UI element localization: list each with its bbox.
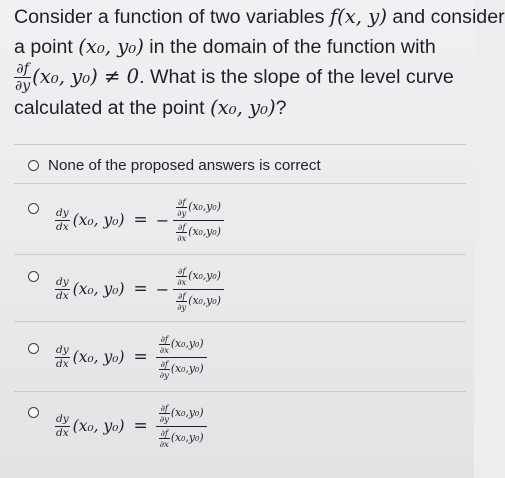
rhs-bottom-point-4: (x₀,y₀)	[170, 362, 204, 375]
level-point-expression: (x₀, y₀)	[210, 96, 276, 120]
equals-sign-4: =	[133, 347, 148, 367]
function-expression: f(x, y)	[329, 5, 387, 28]
rhs-top-point-3: (x₀,y₀)	[188, 269, 221, 283]
rhs-bottom-partial-4	[159, 360, 170, 380]
derivative-dy-dx-2	[55, 208, 70, 232]
rhs-bottom-num-3: ∂f	[178, 290, 186, 301]
rhs-top-num-4: ∂f	[160, 333, 169, 344]
question-line-1	[14, 2, 505, 32]
rhs-top-den-5: ∂y	[159, 414, 169, 425]
rhs-top-den-4: ∂x	[159, 345, 169, 356]
question-line-4-text: calculated at the point	[14, 97, 211, 120]
answer-formula-2	[55, 190, 224, 250]
rhs-top-3	[173, 267, 224, 290]
question-line-4	[14, 93, 466, 123]
option-divider-3	[14, 321, 466, 322]
rhs-top-num-5: ∂f	[160, 402, 169, 413]
rhs-bottom-num-4: ∂f	[160, 358, 169, 369]
point-expression: (x₀, y₀)	[78, 35, 144, 58]
rhs-bottom-5	[156, 427, 207, 449]
equals-sign-2: =	[133, 210, 148, 230]
radio-button-option-1[interactable]	[28, 160, 39, 171]
lhs-point-5: (x₀, y₀)	[72, 417, 125, 435]
partial-derivative-fraction	[14, 62, 31, 93]
rhs-fraction-5	[156, 404, 207, 449]
radio-button-option-5[interactable]	[28, 407, 39, 418]
derivative-dy-dx-4	[55, 345, 70, 369]
dx-label-4: dx	[56, 357, 69, 370]
rhs-top-num-2: ∂f	[178, 196, 186, 207]
partial-denominator: ∂y	[15, 78, 31, 95]
option-divider-4	[14, 391, 466, 392]
derivative-dy-dx-5	[55, 414, 70, 438]
zero-value: 0	[126, 65, 140, 88]
equals-sign-3: =	[133, 279, 148, 299]
rhs-bottom-partial-3	[176, 292, 187, 312]
rhs-bottom-point-2: (x₀,y₀)	[188, 225, 221, 238]
lhs-point-2: (x₀, y₀)	[72, 211, 125, 229]
rhs-top-point-2: (x₀,y₀)	[188, 200, 221, 214]
rhs-top-partial-4	[159, 335, 170, 355]
dx-label-2: dx	[56, 220, 69, 233]
rhs-top-4	[156, 335, 207, 358]
partial-numerator: ∂f	[14, 62, 31, 78]
radio-button-option-4[interactable]	[28, 343, 39, 354]
rhs-bottom-2	[173, 221, 224, 243]
answer-option-1-label: None of the proposed answers is correct	[48, 157, 321, 174]
answer-option-4[interactable]	[28, 343, 39, 354]
answer-option-2[interactable]	[28, 203, 39, 214]
rhs-bottom-den-3: ∂y	[177, 301, 187, 312]
rhs-bottom-den-5: ∂x	[159, 438, 169, 449]
rhs-bottom-partial-2	[176, 223, 187, 243]
option-divider-2	[14, 254, 466, 255]
option-divider-1	[14, 183, 466, 184]
rhs-bottom-point-3: (x₀,y₀)	[188, 294, 221, 307]
question-line-2-text: a point	[14, 36, 79, 58]
question-line-1-end: and consider	[386, 6, 505, 28]
rhs-bottom-den-2: ∂x	[177, 232, 187, 243]
question-line-3-end: . What is the slope of the level curve	[139, 66, 454, 88]
partial-point: (x₀, y₀)	[32, 65, 98, 88]
rhs-fraction-3	[173, 267, 224, 312]
rhs-top-partial-3	[176, 267, 187, 287]
rhs-top-partial-2	[176, 198, 187, 218]
rhs-top-point-5: (x₀,y₀)	[170, 406, 204, 420]
answer-option-1[interactable]	[28, 157, 321, 174]
dx-label-5: dx	[56, 426, 69, 439]
question-line-2	[14, 32, 466, 62]
dx-label-3: dx	[56, 289, 69, 302]
rhs-bottom-3	[173, 290, 224, 312]
answer-formula-3	[55, 259, 224, 319]
answer-formula-4	[55, 327, 207, 387]
radio-button-option-3[interactable]	[28, 271, 39, 282]
lhs-point-3: (x₀, y₀)	[72, 280, 125, 298]
rhs-top-point-4: (x₀,y₀)	[170, 337, 204, 351]
lhs-point-4: (x₀, y₀)	[72, 348, 125, 366]
question-line-1-text: Consider a function of two variables	[14, 6, 330, 28]
answer-option-5[interactable]	[28, 407, 39, 418]
not-equal-sign: ≠	[97, 65, 127, 88]
radio-button-option-2[interactable]	[28, 203, 39, 214]
rhs-bottom-num-5: ∂f	[160, 427, 169, 438]
question-line-3	[14, 62, 466, 93]
equals-sign-5: =	[133, 416, 148, 436]
rhs-fraction-2	[173, 198, 224, 243]
question-line-2-end: in the domain of the function with	[143, 36, 436, 58]
dy-label-5: dy	[56, 413, 69, 425]
dy-label-2: dy	[56, 207, 69, 219]
derivative-dy-dx-3	[55, 277, 70, 301]
question-mark: ?	[275, 97, 287, 120]
dy-label-3: dy	[56, 276, 69, 288]
rhs-bottom-den-4: ∂y	[159, 369, 169, 380]
rhs-top-2	[173, 198, 224, 221]
answer-formula-5	[55, 396, 207, 456]
minus-sign-2: −	[155, 210, 170, 230]
answer-option-3[interactable]	[28, 271, 39, 282]
rhs-top-den-2: ∂y	[177, 208, 187, 219]
rhs-bottom-num-2: ∂f	[178, 221, 186, 232]
rhs-top-den-3: ∂x	[177, 277, 187, 288]
rhs-top-5	[156, 404, 207, 427]
rhs-bottom-partial-5	[159, 429, 170, 449]
rhs-bottom-point-5: (x₀,y₀)	[170, 431, 204, 444]
rhs-bottom-4	[156, 358, 207, 380]
minus-sign-3: −	[155, 279, 170, 299]
rhs-top-partial-5	[159, 404, 170, 424]
rhs-top-num-3: ∂f	[178, 265, 186, 276]
rhs-fraction-4	[156, 335, 207, 380]
dy-label-4: dy	[56, 344, 69, 356]
question-divider	[14, 144, 466, 145]
question-text	[14, 2, 505, 123]
